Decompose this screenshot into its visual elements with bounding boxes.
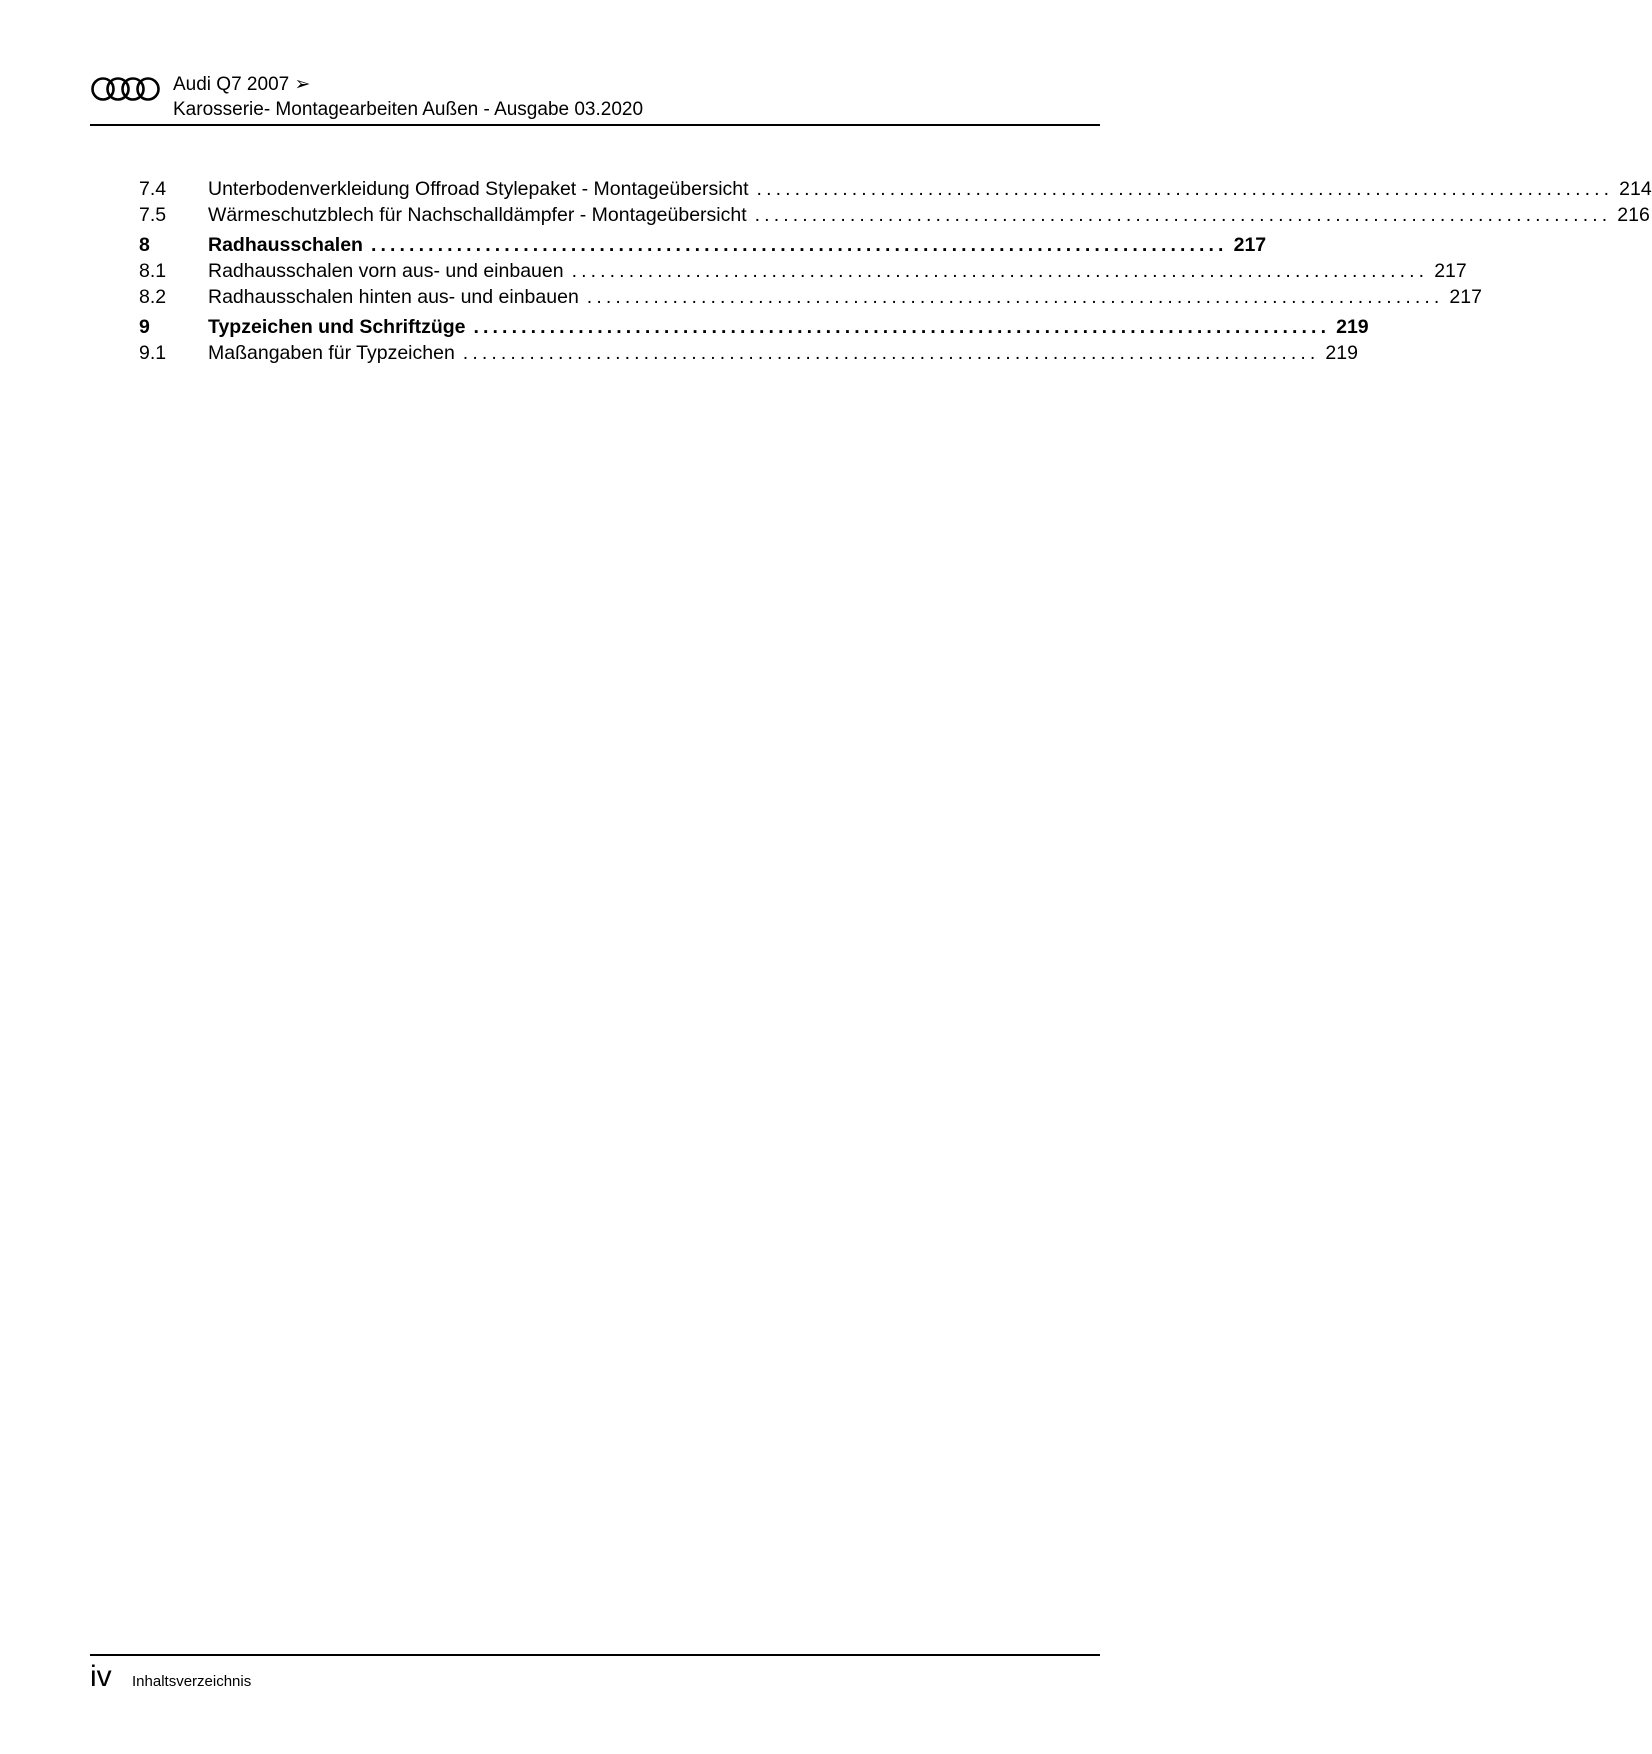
- toc-entry-number: 9: [139, 316, 150, 338]
- toc-entry-title: Unterbodenverkleidung Offroad Stylepaket - Montageübersicht: [208, 178, 749, 200]
- toc-leader-dots: ..........................................................................................: [462, 342, 1320, 364]
- toc-entry-title: Radhausschalen: [208, 234, 363, 256]
- toc-leader-dots: ..........................................................................................: [370, 234, 1228, 256]
- toc-entry-page: 219: [1325, 342, 1358, 364]
- table-of-contents: [139, 176, 1652, 366]
- toc-leader-dots: ..........................................................................................: [473, 316, 1331, 338]
- page-footer: [90, 1654, 1100, 1696]
- toc-entry-page: 216: [1617, 204, 1650, 226]
- toc-entry[interactable]: [139, 258, 1467, 284]
- toc-entry[interactable]: [139, 202, 1650, 228]
- audi-rings-logo-icon: [90, 76, 162, 102]
- page-header: [90, 72, 1100, 126]
- toc-entry[interactable]: [139, 176, 1652, 202]
- toc-entry-title: Radhausschalen hinten aus- und einbauen: [208, 286, 579, 308]
- toc-chapter-entry[interactable]: [139, 314, 1369, 340]
- toc-leader-dots: ..........................................................................................: [571, 260, 1429, 282]
- toc-entry-page: 214: [1619, 178, 1652, 200]
- document-subtitle: Karosserie- Montagearbeiten Außen - Ausgabe 03.2020: [173, 99, 644, 120]
- toc-leader-dots: ..........................................................................................: [756, 178, 1614, 200]
- toc-entry-title: Radhausschalen vorn aus- und einbauen: [208, 260, 564, 282]
- toc-entry-number: 9.1: [139, 342, 167, 364]
- toc-entry-page: 219: [1336, 316, 1369, 338]
- toc-entry-page: 217: [1449, 286, 1482, 308]
- toc-chapter-entry[interactable]: [139, 232, 1267, 258]
- toc-entry-number: 7.4: [139, 178, 167, 200]
- toc-entry-title: Maßangaben für Typzeichen: [208, 342, 455, 364]
- toc-leader-dots: ..........................................................................................: [586, 286, 1444, 308]
- toc-entry-title: Wärmeschutzblech für Nachschalldämpfer - Montageübersicht: [208, 204, 747, 226]
- toc-leader-dots: ..........................................................................................: [754, 204, 1612, 226]
- toc-entry-number: 8.1: [139, 260, 167, 282]
- toc-entry-number: 8.2: [139, 286, 167, 308]
- footer-label: Inhaltsverzeichnis: [132, 1673, 252, 1690]
- document-title: Audi Q7 2007 ➢: [173, 74, 311, 95]
- toc-entry-number: 8: [139, 234, 150, 256]
- toc-entry-number: 7.5: [139, 204, 167, 226]
- page-number: iv: [90, 1660, 112, 1693]
- toc-entry[interactable]: [139, 284, 1482, 310]
- toc-entry-title: Typzeichen und Schriftzüge: [208, 316, 466, 338]
- toc-entry-page: 217: [1233, 234, 1267, 256]
- toc-entry[interactable]: [139, 340, 1358, 366]
- toc-entry-page: 217: [1434, 260, 1467, 282]
